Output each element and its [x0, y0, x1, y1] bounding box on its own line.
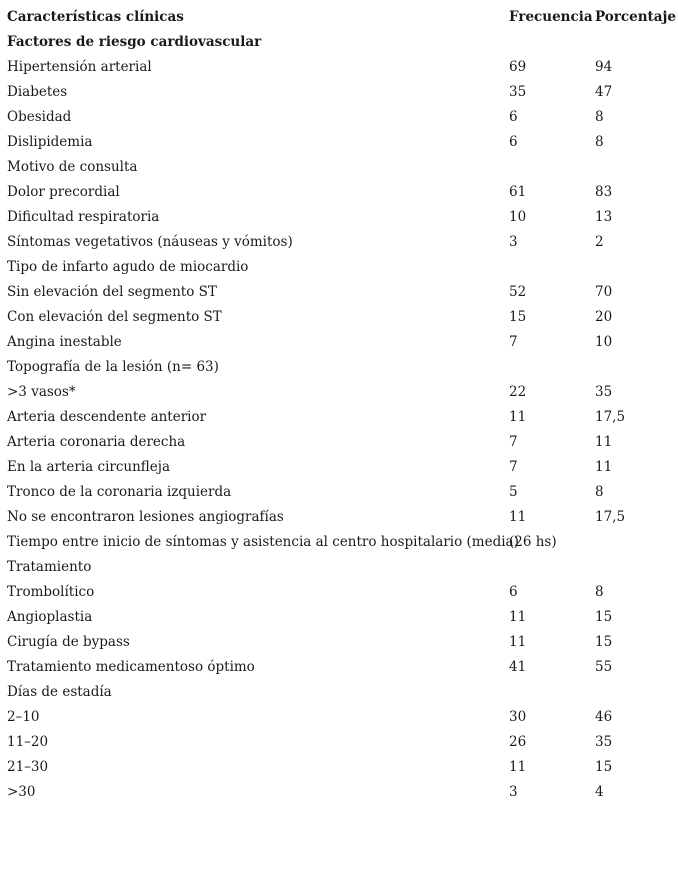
row-frequency: 6	[509, 133, 518, 150]
table-row	[7, 354, 675, 379]
row-percentage: 8	[595, 108, 604, 125]
row-frequency	[509, 154, 595, 179]
table-row	[7, 779, 675, 804]
table-row	[7, 54, 675, 79]
row-label: Tratamiento medicamentoso óptimo	[7, 658, 255, 675]
row-percentage: 47	[595, 83, 613, 100]
row-label: Dislipidemia	[7, 133, 93, 150]
table-row	[7, 79, 675, 104]
table-row	[7, 404, 675, 429]
row-label: Angina inestable	[7, 333, 122, 350]
row-label: Diabetes	[7, 83, 68, 100]
row-percentage: 13	[595, 208, 613, 225]
row-percentage	[595, 679, 675, 704]
row-frequency: 52	[509, 283, 527, 300]
table-row	[7, 104, 675, 129]
row-label: >3 vasos*	[7, 383, 76, 400]
table-row	[7, 604, 675, 629]
row-percentage	[595, 254, 675, 279]
row-label: Síntomas vegetativos (náuseas y vómitos)	[7, 233, 293, 250]
table-body	[7, 29, 675, 804]
table-row	[7, 754, 675, 779]
row-label: Dificultad respiratoria	[7, 208, 160, 225]
row-label: Motivo de consulta	[7, 158, 138, 175]
header-porcentaje: Porcentaje	[595, 8, 676, 25]
row-percentage: 70	[595, 283, 613, 300]
row-frequency: 7	[509, 333, 518, 350]
row-frequency: 3	[509, 783, 518, 800]
table-row	[7, 704, 675, 729]
table-row	[7, 329, 675, 354]
row-label: Tiempo entre inicio de síntomas y asistencia al centro hospitalario (media)	[7, 533, 519, 550]
row-frequency: 7	[509, 433, 518, 450]
row-label: Angioplastia	[7, 608, 93, 625]
row-percentage: 20	[595, 308, 613, 325]
table-row	[7, 254, 675, 279]
row-percentage: 83	[595, 183, 613, 200]
row-percentage: 35	[595, 733, 613, 750]
row-percentage: 17,5	[595, 508, 626, 525]
row-frequency: 26	[509, 733, 527, 750]
row-frequency: 6	[509, 583, 518, 600]
row-label: Obesidad	[7, 108, 72, 125]
row-frequency: 35	[509, 83, 527, 100]
row-percentage: 2	[595, 233, 604, 250]
table-row	[7, 729, 675, 754]
table-row	[7, 29, 675, 54]
row-label: 11–20	[7, 733, 49, 750]
row-percentage: 4	[595, 783, 604, 800]
row-percentage: 17,5	[595, 408, 626, 425]
row-label: Días de estadía	[7, 683, 112, 700]
table-row	[7, 279, 675, 304]
clinical-characteristics-table	[7, 4, 675, 804]
row-percentage	[595, 529, 675, 554]
row-percentage: 15	[595, 633, 613, 650]
row-label: Tronco de la coronaria izquierda	[7, 483, 232, 500]
table-row	[7, 179, 675, 204]
row-frequency: 11	[509, 758, 527, 775]
table-row	[7, 379, 675, 404]
row-label: Topografía de la lesión (n= 63)	[7, 358, 219, 375]
row-label: Cirugía de bypass	[7, 633, 130, 650]
row-frequency	[509, 554, 595, 579]
row-frequency: 7	[509, 458, 518, 475]
row-frequency: 30	[509, 708, 527, 725]
table-row	[7, 479, 675, 504]
row-label: Arteria descendente anterior	[7, 408, 207, 425]
row-frequency: 41	[509, 658, 527, 675]
row-percentage: 55	[595, 658, 613, 675]
row-label: >30	[7, 783, 36, 800]
row-percentage	[595, 29, 675, 54]
row-label: Dolor precordial	[7, 183, 120, 200]
table-row	[7, 304, 675, 329]
table-row	[7, 554, 675, 579]
table-row	[7, 129, 675, 154]
row-percentage: 8	[595, 583, 604, 600]
table-row	[7, 204, 675, 229]
row-frequency: 15	[509, 308, 527, 325]
row-frequency: 11	[509, 508, 527, 525]
table-row	[7, 429, 675, 454]
table-row	[7, 654, 675, 679]
row-percentage: 8	[595, 133, 604, 150]
row-frequency: 11	[509, 408, 527, 425]
row-frequency: 22	[509, 383, 527, 400]
row-percentage: 11	[595, 433, 613, 450]
row-frequency: 69	[509, 58, 527, 75]
row-frequency	[509, 29, 595, 54]
row-percentage	[595, 154, 675, 179]
row-label: Factores de riesgo cardiovascular	[7, 33, 262, 50]
row-percentage: 46	[595, 708, 613, 725]
table-row	[7, 529, 675, 554]
row-frequency: 5	[509, 483, 518, 500]
row-label: Hipertensión arterial	[7, 58, 152, 75]
row-label: Trombolítico	[7, 583, 95, 600]
row-label: No se encontraron lesiones angiografías	[7, 508, 284, 525]
row-frequency	[509, 679, 595, 704]
row-percentage: 11	[595, 458, 613, 475]
row-label: Tratamiento	[7, 558, 92, 575]
row-frequency: 11	[509, 608, 527, 625]
row-percentage: 15	[595, 758, 613, 775]
row-percentage: 10	[595, 333, 613, 350]
table-row	[7, 154, 675, 179]
table-header-row	[7, 4, 675, 29]
row-percentage	[595, 354, 675, 379]
row-frequency: 10	[509, 208, 527, 225]
row-frequency	[509, 354, 595, 379]
table-row	[7, 229, 675, 254]
row-percentage: 15	[595, 608, 613, 625]
header-frecuencia: Frecuencia	[509, 8, 593, 25]
row-percentage: 94	[595, 58, 613, 75]
row-label: Arteria coronaria derecha	[7, 433, 186, 450]
row-frequency: 6	[509, 108, 518, 125]
header-caracteristicas: Características clínicas	[7, 8, 184, 25]
table-row	[7, 454, 675, 479]
table-row	[7, 629, 675, 654]
table-row	[7, 679, 675, 704]
row-percentage: 8	[595, 483, 604, 500]
row-label: Sin elevación del segmento ST	[7, 283, 217, 300]
row-frequency: 3	[509, 233, 518, 250]
row-frequency: 61	[509, 183, 527, 200]
row-label: Con elevación del segmento ST	[7, 308, 222, 325]
table-row	[7, 504, 675, 529]
row-percentage: 35	[595, 383, 613, 400]
row-frequency	[509, 254, 595, 279]
row-label: 21–30	[7, 758, 49, 775]
row-frequency: 11	[509, 633, 527, 650]
table-row	[7, 579, 675, 604]
row-label: 2–10	[7, 708, 40, 725]
row-percentage	[595, 554, 675, 579]
row-frequency: (26 hs)	[509, 533, 557, 550]
row-label: En la arteria circunfleja	[7, 458, 171, 475]
row-label: Tipo de infarto agudo de miocardio	[7, 258, 249, 275]
